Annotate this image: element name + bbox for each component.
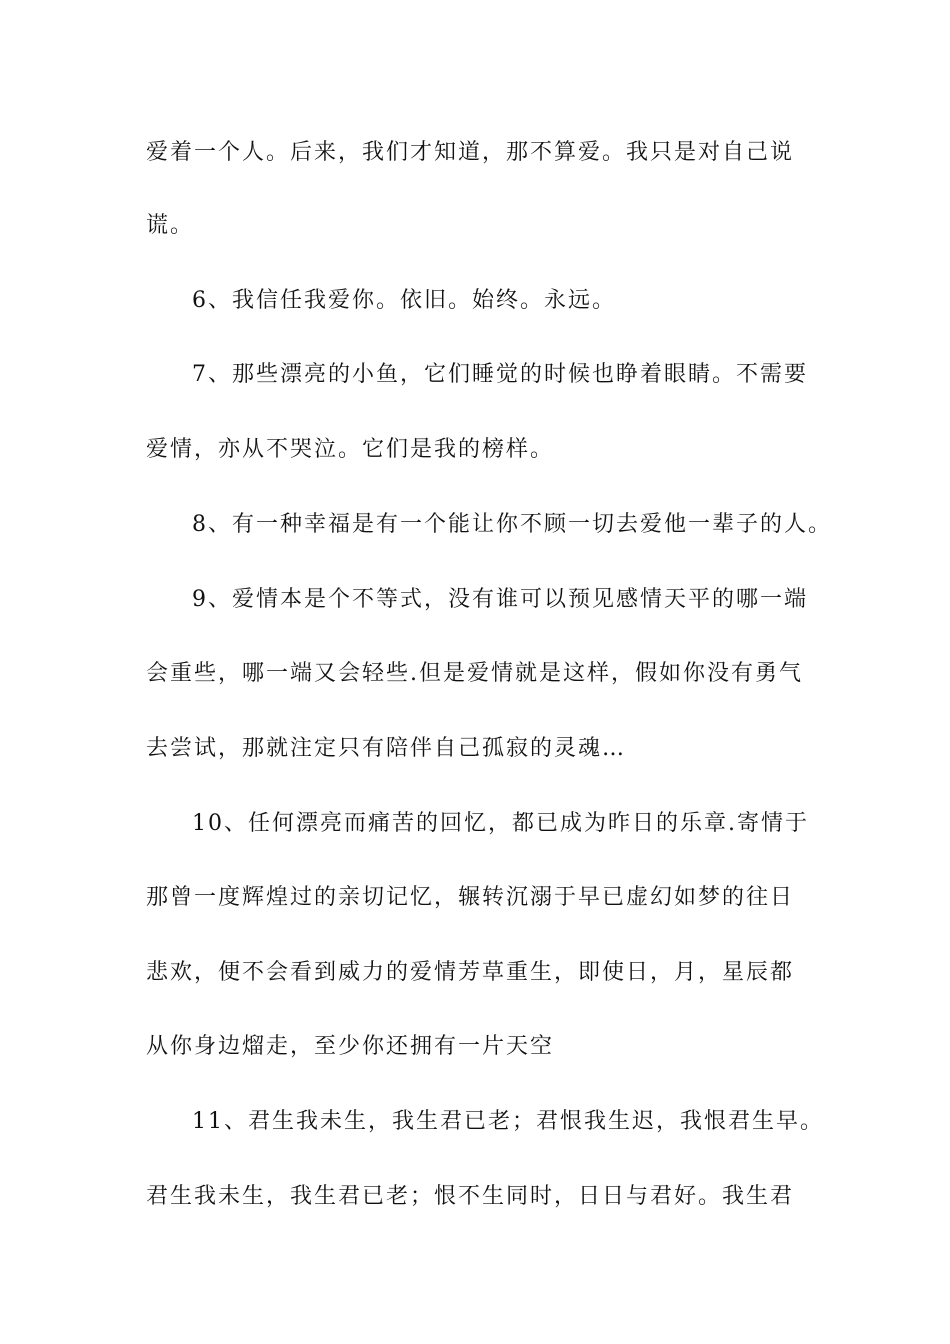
- list-item-9: 9、爱情本是个不等式，没有谁可以预见感情天平的哪一端: [192, 587, 808, 612]
- text-line: 去尝试，那就注定只有陪伴自己孤寂的灵魂…: [146, 736, 627, 761]
- text-line: 爱情，亦从不哭泣。它们是我的榜样。: [146, 437, 555, 462]
- text-line: 悲欢，便不会看到威力的爱情芳草重生，即使日，月，星辰都: [146, 960, 795, 985]
- text-line: 会重些，哪一端又会轻些.但是爱情就是这样，假如你没有勇气: [146, 661, 803, 686]
- list-item-6: 6、我信任我爱你。依旧。始终。永远。: [192, 288, 616, 313]
- list-item-7: 7、那些漂亮的小鱼，它们睡觉的时候也睁着眼睛。不需要: [192, 362, 808, 387]
- list-item-8: 8、有一种幸福是有一个能让你不顾一切去爱他一辈子的人。: [192, 512, 832, 537]
- text-line: 谎。: [146, 213, 195, 238]
- text-line: 从你身边熘走，至少你还拥有一片天空: [146, 1034, 555, 1059]
- text-line: 爱着一个人。后来，我们才知道，那不算爱。我只是对自己说: [146, 140, 795, 165]
- list-item-10: 10、任何漂亮而痛苦的回忆，都已成为昨日的乐章.寄情于: [192, 811, 809, 836]
- list-item-11: 11、君生我未生，我生君已老；君恨我生迟，我恨君生早。: [192, 1109, 824, 1134]
- text-line: 君生我未生，我生君已老；恨不生同时，日日与君好。我生君: [146, 1184, 795, 1209]
- text-line: 那曾一度辉煌过的亲切记忆，辗转沉溺于早已虚幻如梦的往日: [146, 885, 795, 910]
